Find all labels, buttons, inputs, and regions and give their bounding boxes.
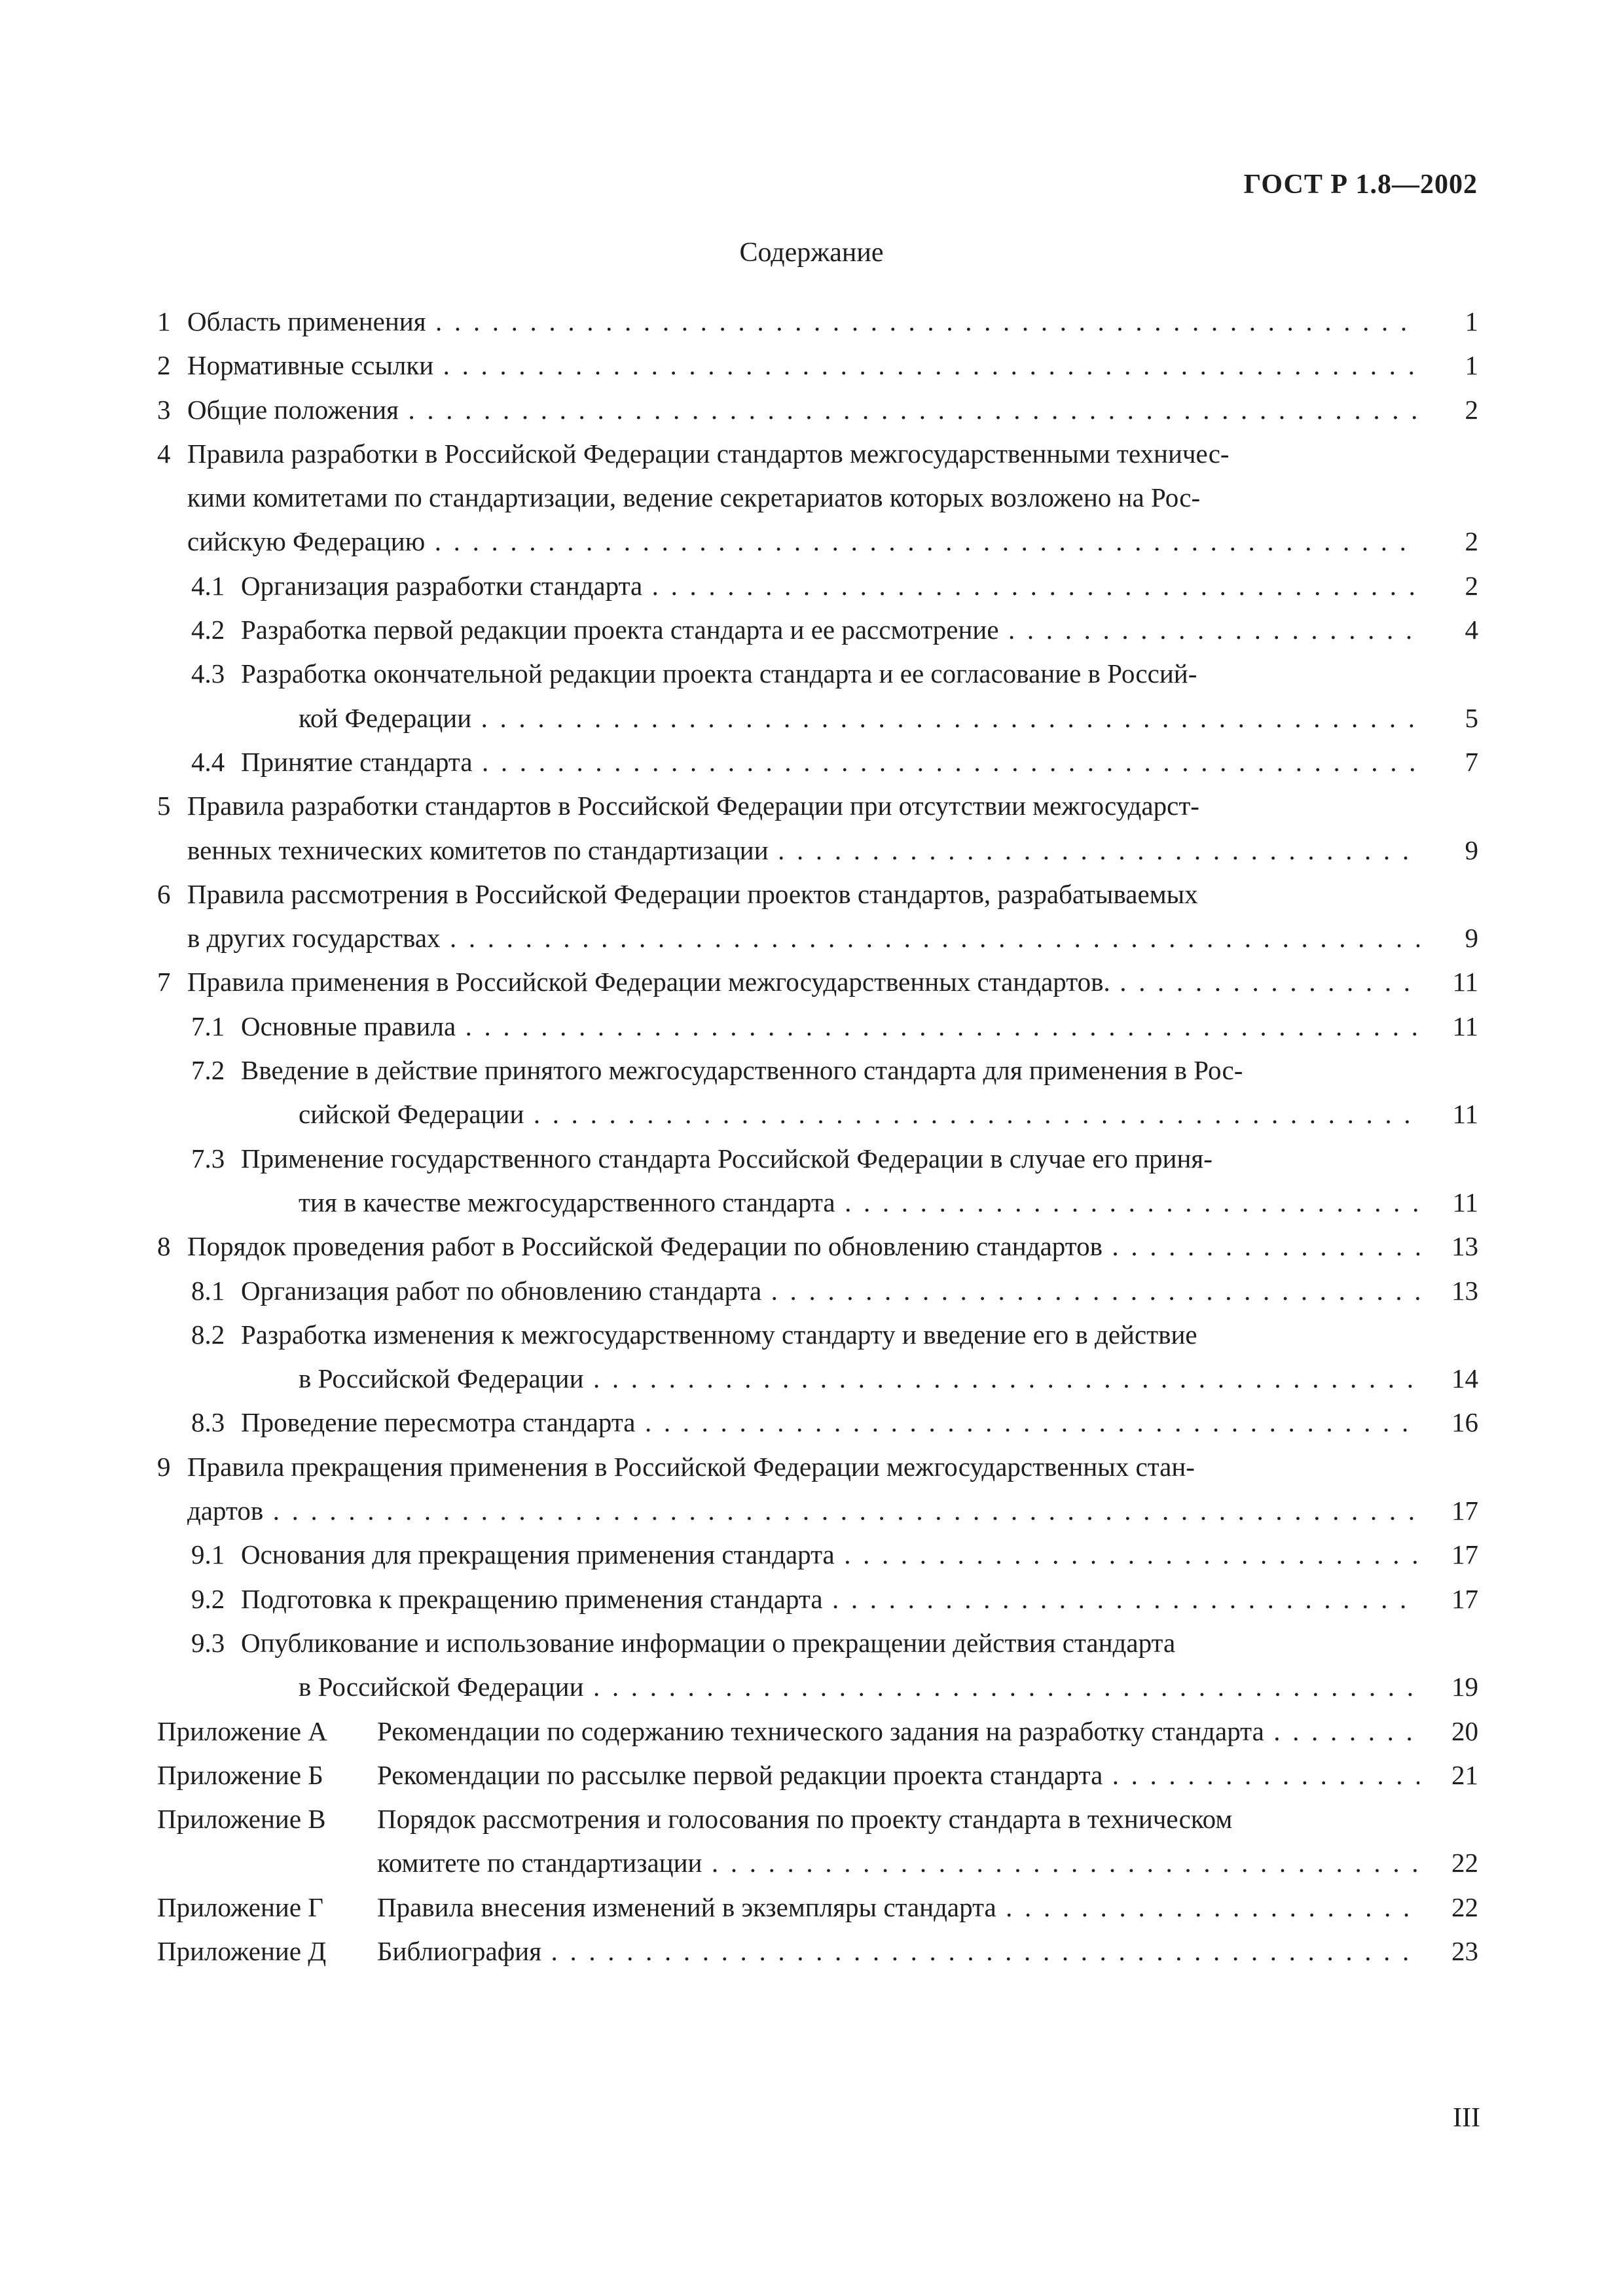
toc-entry-title: сийской Федерации . . . (299, 1092, 1419, 1136)
toc-entry-page: 11 (1452, 967, 1478, 997)
toc-entry-number: 6 (157, 878, 171, 909)
toc-entry-page: 2 (1465, 570, 1478, 601)
toc-entry-title: Порядок проведения работ в Российской Федерации по обновлению стандартов . . . (187, 1225, 1419, 1268)
toc-entry-title: кой Федерации . . . (299, 696, 1419, 740)
toc-entry-number: 4.1 (191, 570, 225, 601)
toc-entry[interactable] (157, 388, 1478, 432)
toc-entry[interactable] (157, 1005, 1478, 1049)
toc-entry[interactable] (157, 1401, 1478, 1444)
toc-entry-title: Введение в действие принятого межгосударственного стандарта для применения в Рос- (241, 1055, 1243, 1086)
toc-entry-title: Организация работ по обновлению стандарта . . . (241, 1269, 1419, 1313)
toc-entry[interactable] (157, 1049, 1478, 1092)
toc-entry-number: 7.2 (191, 1055, 225, 1086)
toc-entry-number: 1 (157, 306, 171, 336)
toc-entry-page: 11 (1452, 1099, 1478, 1130)
toc-entry-number: 4.3 (191, 658, 225, 689)
toc-entry-number: 2 (157, 350, 171, 381)
toc-entry-number: Приложение А (157, 1715, 327, 1746)
toc-entry[interactable] (157, 1225, 1478, 1268)
toc-entry-title: тия в качестве межгосударственного стандарта . . . (299, 1181, 1419, 1225)
toc-entry-number: 8.2 (191, 1319, 225, 1350)
toc-entry-page: 13 (1451, 1231, 1478, 1262)
toc-title: Содержание (739, 238, 884, 268)
toc-entry[interactable] (157, 1929, 1478, 1973)
toc-entry[interactable] (157, 1621, 1478, 1665)
toc-entry-page: 16 (1451, 1407, 1478, 1438)
toc-entry-title: Разработка изменения к межгосударственному стандарту и введение его в действие (241, 1319, 1197, 1350)
toc-entry-title: Разработка окончательной редакции проекта стандарта и ее согласование в Россий- (241, 658, 1197, 689)
toc-entry-page: 23 (1451, 1935, 1478, 1966)
toc-entry-title: Правила внесения изменений в экземпляры стандарта . . . (377, 1886, 1419, 1929)
toc-entry-title: Правила рассмотрения в Российской Федерации проектов стандартов, разрабатываемых (187, 878, 1198, 909)
toc-entry[interactable] (157, 564, 1478, 608)
toc-entry-number: 9.2 (191, 1583, 225, 1614)
toc-entry-page: 2 (1465, 526, 1478, 557)
toc-entry-number: Приложение В (157, 1804, 326, 1835)
toc-entry-title: Правила прекращения применения в Российской Федерации межгосударственных стан- (187, 1451, 1195, 1482)
toc-entry-title: сийскую Федерацию . . . (187, 520, 1419, 564)
toc-entry-page: 4 (1465, 615, 1478, 645)
toc-entry[interactable] (157, 1886, 1478, 1929)
toc-entry-page: 2 (1465, 394, 1478, 425)
toc-entry[interactable] (157, 1710, 1478, 1753)
toc-entry[interactable] (157, 1137, 1478, 1181)
page-number: III (1453, 2103, 1480, 2133)
toc-entry-page: 17 (1451, 1583, 1478, 1614)
toc-entry-page: 11 (1452, 1011, 1478, 1041)
toc-entry-page: 1 (1465, 350, 1478, 381)
toc-entry-page: 13 (1451, 1275, 1478, 1306)
toc-entry[interactable] (157, 608, 1478, 652)
toc-entry[interactable] (157, 829, 1478, 872)
toc-entry-number: 4 (157, 438, 171, 469)
toc-entry-title: Нормативные ссылки . . . (187, 344, 1419, 387)
toc-entry-title: венных технических комитетов по стандартизации . . . (187, 829, 1419, 872)
toc-entry-title: комитете по стандартизации . . . (377, 1841, 1419, 1885)
toc-entry-number: 5 (157, 791, 171, 821)
toc-entry-number: 8.3 (191, 1407, 225, 1438)
toc-entry-number: 3 (157, 394, 171, 425)
toc-entry-number: Приложение Г (157, 1892, 324, 1922)
toc-entry[interactable] (157, 916, 1478, 960)
toc-entry-title: в других государствах . . . (187, 916, 1419, 960)
toc-entry-title: кими комитетами по стандартизации, ведение секретариатов которых возложено на Рос- (187, 482, 1201, 513)
toc-entry[interactable] (157, 696, 1478, 740)
toc-entry[interactable] (157, 1533, 1478, 1577)
toc-entry-number: 4.2 (191, 615, 225, 645)
toc-entry-title: в Российской Федерации . . . (299, 1665, 1419, 1709)
toc-entry-title: Область применения . . . (187, 300, 1419, 344)
table-of-contents (157, 300, 1478, 1973)
toc-entry-page: 1 (1465, 306, 1478, 336)
toc-entry-page: 7 (1465, 746, 1478, 777)
toc-entry[interactable] (157, 1181, 1478, 1225)
toc-entry-title: Правила применения в Российской Федерации межгосударственных стандартов. . . . (187, 960, 1419, 1004)
toc-entry[interactable] (157, 1665, 1478, 1709)
toc-entry-title: Правила разработки в Российской Федерации стандартов межгосударственными техничес- (187, 438, 1230, 469)
toc-entry-page: 19 (1451, 1672, 1478, 1702)
toc-entry-title: Применение государственного стандарта Российской Федерации в случае его приня- (241, 1143, 1213, 1174)
toc-entry-title: Библиография . . . (377, 1929, 1419, 1973)
toc-entry-number: 9.1 (191, 1539, 225, 1570)
toc-entry-title: в Российской Федерации . . . (299, 1357, 1419, 1401)
toc-entry-number: 9.3 (191, 1627, 225, 1658)
toc-entry[interactable] (157, 1797, 1478, 1841)
toc-entry[interactable] (157, 740, 1478, 784)
toc-entry-title: Рекомендации по рассылке первой редакции проекта стандарта . . . (377, 1753, 1419, 1797)
toc-entry[interactable] (157, 520, 1478, 564)
toc-entry-page: 22 (1451, 1892, 1478, 1922)
toc-entry-page: 17 (1451, 1539, 1478, 1570)
toc-entry[interactable] (157, 784, 1478, 828)
toc-entry-title: Основные правила . . . (241, 1005, 1419, 1049)
toc-entry-page: 9 (1465, 923, 1478, 954)
toc-entry-title: Правила разработки стандартов в Российской Федерации при отсутствии межгосударст- (187, 791, 1199, 821)
toc-entry[interactable] (157, 476, 1478, 520)
toc-entry-number: 8 (157, 1231, 171, 1262)
toc-entry-number: 8.1 (191, 1275, 225, 1306)
toc-entry[interactable] (157, 300, 1478, 344)
toc-entry-title: Рекомендации по содержанию технического задания на разработку стандарта . . . (377, 1710, 1419, 1753)
toc-entry[interactable] (157, 1577, 1478, 1621)
toc-entry-number: Приложение Б (157, 1759, 323, 1790)
toc-entry[interactable] (157, 1753, 1478, 1797)
toc-entry-page: 21 (1451, 1759, 1478, 1790)
toc-entry-title: Разработка первой редакции проекта стандарта и ее рассмотрение . . . (241, 608, 1419, 652)
toc-entry-page: 5 (1465, 702, 1478, 733)
toc-entry-page: 14 (1451, 1363, 1478, 1394)
toc-entry-number: Приложение Д (157, 1935, 327, 1966)
toc-entry-page: 20 (1451, 1715, 1478, 1746)
toc-entry[interactable] (157, 432, 1478, 476)
toc-entry[interactable] (157, 1445, 1478, 1489)
toc-entry-page: 11 (1452, 1187, 1478, 1217)
toc-entry[interactable] (157, 1092, 1478, 1136)
toc-entry-title: Общие положения . . . (187, 388, 1419, 432)
toc-entry[interactable] (157, 1357, 1478, 1401)
toc-entry-title: Опубликование и использование информации о прекращении действия стандарта (241, 1627, 1176, 1658)
toc-entry[interactable] (157, 1489, 1478, 1533)
toc-entry-title: Подготовка к прекращению применения стандарта . . . (241, 1577, 1419, 1621)
toc-entry[interactable] (157, 652, 1478, 696)
toc-entry-number: 7.3 (191, 1143, 225, 1174)
toc-entry[interactable] (157, 344, 1478, 387)
toc-entry[interactable] (157, 872, 1478, 916)
toc-entry-title: Проведение пересмотра стандарта . . . (241, 1401, 1419, 1444)
toc-entry-number: 9 (157, 1451, 171, 1482)
toc-entry-page: 22 (1451, 1848, 1478, 1878)
toc-entry-title: дартов . . . (187, 1489, 1419, 1533)
toc-entry[interactable] (157, 1841, 1478, 1885)
toc-entry-number: 7 (157, 967, 171, 997)
toc-entry[interactable] (157, 1269, 1478, 1313)
document-code: ГОСТ Р 1.8—2002 (1243, 170, 1478, 200)
toc-entry-title: Порядок рассмотрения и голосования по проекту стандарта в техническом (377, 1804, 1233, 1835)
toc-entry-number: 4.4 (191, 746, 225, 777)
toc-entry-title: Принятие стандарта . . . (241, 740, 1419, 784)
toc-entry-title: Основания для прекращения применения стандарта . . . (241, 1533, 1419, 1577)
toc-entry-page: 9 (1465, 834, 1478, 865)
toc-entry[interactable] (157, 960, 1478, 1004)
toc-entry[interactable] (157, 1313, 1478, 1357)
toc-entry-title: Организация разработки стандарта . . . (241, 564, 1419, 608)
toc-entry-number: 7.1 (191, 1011, 225, 1041)
toc-entry-page: 17 (1451, 1496, 1478, 1526)
